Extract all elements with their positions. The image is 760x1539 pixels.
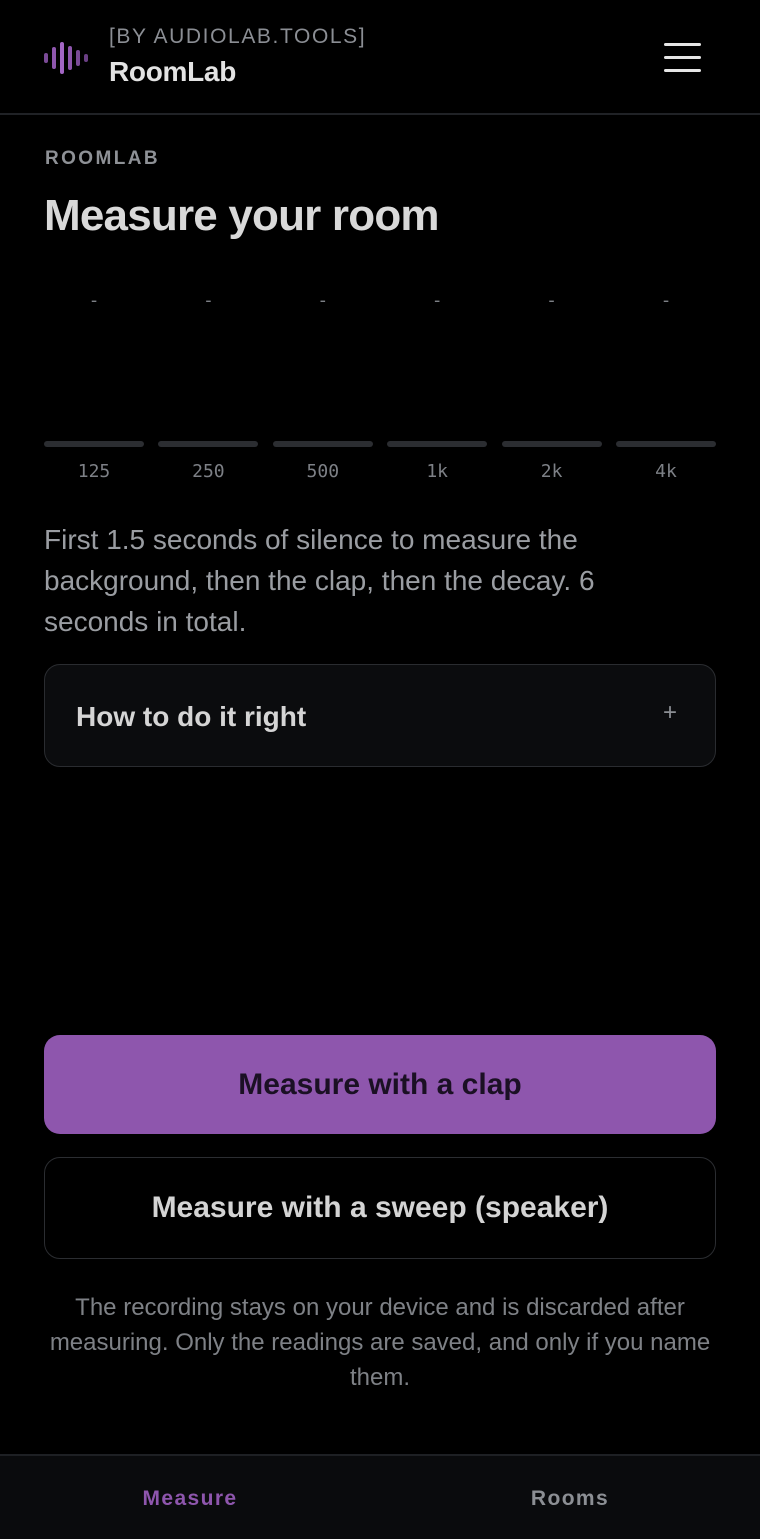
app-name: RoomLab [109, 56, 237, 87]
band-4k [616, 280, 716, 490]
band-meter [44, 280, 716, 490]
band-track [273, 441, 373, 447]
band-value: - [546, 290, 558, 311]
band-track [616, 441, 716, 447]
band-value: - [660, 290, 672, 311]
how-to-accordion[interactable] [44, 664, 716, 767]
band-1k [387, 280, 487, 490]
band-track [158, 441, 258, 447]
section-eyebrow: ROOMLAB [45, 148, 160, 169]
nav-tab-rooms[interactable]: Rooms [530, 1486, 610, 1510]
band-2k [502, 280, 602, 490]
band-value: - [431, 290, 443, 311]
measure-sweep-button[interactable]: Measure with a sweep (speaker) [44, 1157, 716, 1259]
band-value: - [88, 290, 100, 311]
measure-clap-button[interactable]: Measure with a clap [44, 1035, 716, 1134]
app-header [0, 0, 760, 115]
measurement-description: First 1.5 seconds of silence to measure the background, then the clap, then the decay. 6 seconds in total. [44, 524, 595, 637]
band-250 [158, 280, 258, 490]
band-label: 1k [426, 461, 449, 482]
brand-by-label: [BY AUDIOLAB.TOOLS] [109, 25, 367, 48]
band-label: 125 [77, 461, 111, 482]
band-label: 4k [655, 461, 677, 482]
band-label: 2k [540, 461, 563, 482]
bottom-nav [0, 1454, 760, 1539]
plus-icon: + [663, 699, 678, 726]
band-value: - [202, 290, 214, 311]
hamburger-menu-icon[interactable] [656, 36, 710, 80]
page-title: Measure your room [44, 191, 439, 240]
band-125 [44, 280, 144, 490]
band-track [502, 441, 602, 447]
nav-tab-measure[interactable]: Measure [142, 1486, 238, 1510]
band-label: 250 [192, 461, 225, 482]
band-value: - [317, 290, 329, 311]
privacy-note: The recording stays on your device and is discarded after measuring. Only the readings are saved, and only if you name them. [49, 1294, 711, 1391]
waveform-icon [44, 42, 88, 74]
accordion-label: How to do it right [76, 701, 307, 732]
band-track [387, 441, 487, 447]
band-label: 500 [306, 461, 340, 482]
band-500 [273, 280, 373, 490]
band-track [44, 441, 144, 447]
